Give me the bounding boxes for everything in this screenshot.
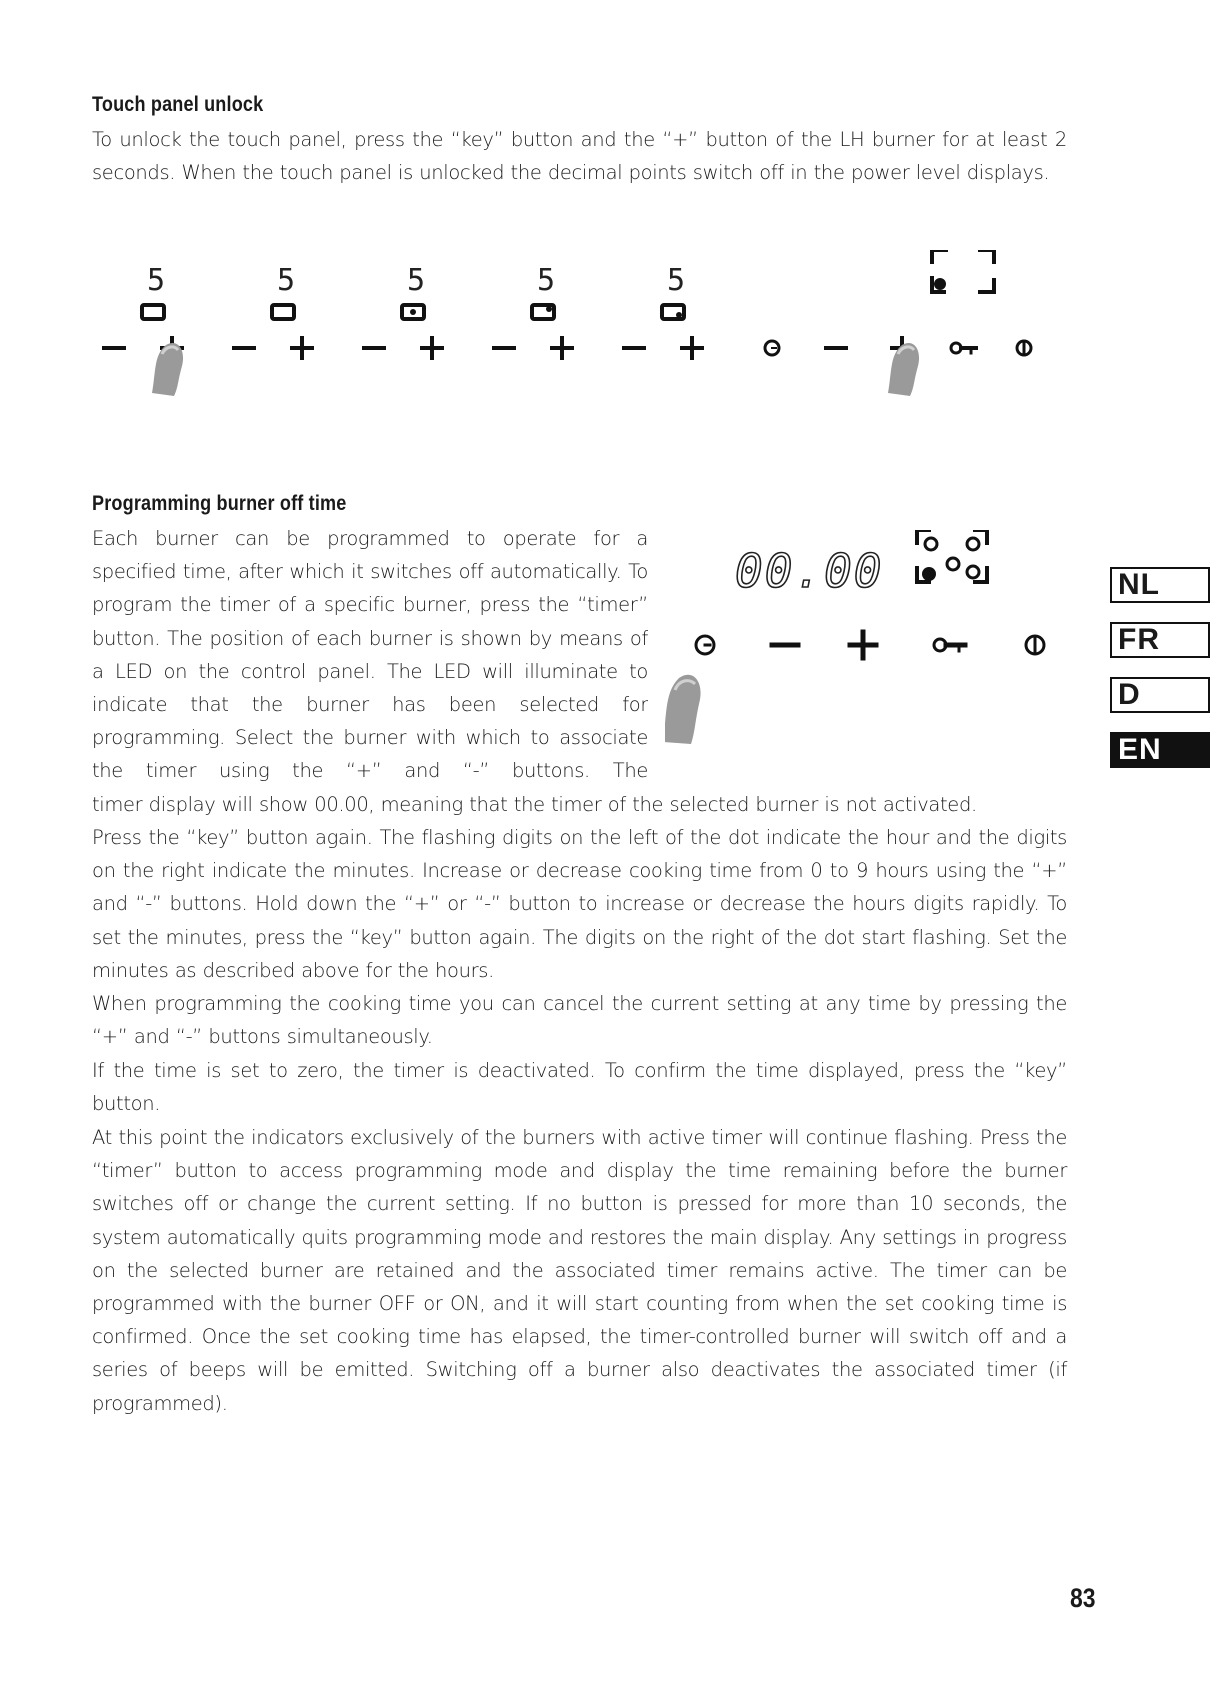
burner-level-display-5: 5	[667, 263, 686, 298]
burner-led-indicators	[917, 530, 987, 582]
power-icon[interactable]	[1026, 636, 1044, 654]
finger-illustration-right	[888, 343, 919, 396]
burner-level-display-1: 5	[147, 263, 166, 298]
key-icon[interactable]	[934, 639, 965, 651]
key-icon[interactable]	[951, 343, 976, 353]
burner-level-display-2: 5	[277, 263, 296, 298]
timer-button[interactable]	[765, 341, 779, 355]
paragraph-unlock: To unlock the touch panel, press the “key” button and the “+” button of the LH burner for at least 2 seconds. When the touch panel is unlocked the decimal points switch off in the power level displays.	[92, 128, 1067, 185]
heading-programming-burner-off-time: Programming burner off time	[92, 492, 347, 515]
paragraph-set-hours-minutes: Press the “key” button again. The flashing digits on the left of the dot indicate the hour and the digits on the right indicate the minutes. Increase or decrease cooking time from 0 to 9 hours using the “+” and “-” buttons. Hold down the “+” or “-” button to increase or decrease the hours digits rapidly. To set the minutes, press the “key” button again. The digits on the right of the dot start flashing. Set the minutes as described above for the hours.	[92, 826, 1067, 982]
burner-3-controls	[364, 263, 442, 358]
plus-button-3[interactable]	[422, 338, 442, 358]
timer-display: 00.00	[735, 544, 884, 598]
paragraph-confirm-time: If the time is set to zero, the timer is deactivated. To confirm the time displayed, press the “key” button.	[92, 1059, 1067, 1116]
timer-control-panel-illustration	[665, 530, 1065, 750]
burner-led-indicator-frame	[932, 250, 994, 292]
paragraph-cancel-setting: When programming the cooking time you can cancel the current setting at any time by pressing the “+” and “-” buttons simultaneously.	[92, 992, 1067, 1049]
language-tab-en[interactable]: EN	[1110, 732, 1210, 768]
heading-touch-panel-unlock: Touch panel unlock	[92, 93, 264, 116]
page-number: 83	[1070, 1583, 1096, 1613]
plus-button-4[interactable]	[552, 338, 572, 358]
language-tab-nl[interactable]: NL	[1110, 567, 1210, 603]
finger-illustration-left	[152, 343, 183, 396]
paragraph-program-intro-continued: timer display will show 00.00, meaning that the timer of the selected burner is not activated.	[92, 793, 977, 816]
burner-level-display-3: 5	[407, 263, 426, 298]
timer-button[interactable]	[696, 636, 714, 654]
finger-illustration	[665, 675, 701, 744]
burner-position-icon-1	[142, 305, 164, 319]
language-tab-d[interactable]: D	[1110, 677, 1210, 713]
timer-plus-button[interactable]	[850, 632, 876, 658]
plus-button-5[interactable]	[682, 338, 702, 358]
burner-5-controls	[624, 263, 702, 358]
burner-level-display-4: 5	[537, 263, 556, 298]
burner-4-controls	[494, 263, 572, 358]
unlock-control-panel-illustration	[100, 250, 1060, 430]
plus-button-2[interactable]	[292, 338, 312, 358]
burner-2-controls	[234, 263, 312, 358]
power-icon[interactable]	[1017, 341, 1031, 355]
language-tab-fr[interactable]: FR	[1110, 622, 1210, 658]
paragraph-active-timer: At this point the indicators exclusively of the burners with active timer will continue flashing. Press the “timer” button to access programming mode and display the time remaining before the burner switches off or change the current setting. If no button is pressed for more than 10 seconds, the system automatically quits programming mode and restores the main display. Any settings in progress on the selected burner are retained and the associated timer remains active. The timer can be programmed with the burner OFF or ON, and it will start counting from when the set cooking time is confirmed. Once the set cooking time has elapsed, the timer-controlled burner will switch off and a series of beeps will be emitted. Switching off a burner also deactivates the associated timer (if programmed).	[92, 1126, 1067, 1415]
led-icon	[934, 278, 946, 290]
burner-position-icon-2	[272, 305, 294, 319]
paragraph-program-intro: Each burner can be programmed to operate for a specified time, after which it switches off automatically. To program the timer of a specific burner, press the “timer” button. The position of each burner is shown by means of a LED on the control panel. The LED will illuminate to indicate that the burner has been selected for programming. Select the burner with which to associate the timer using the “+” and “-” buttons. The	[92, 527, 648, 783]
